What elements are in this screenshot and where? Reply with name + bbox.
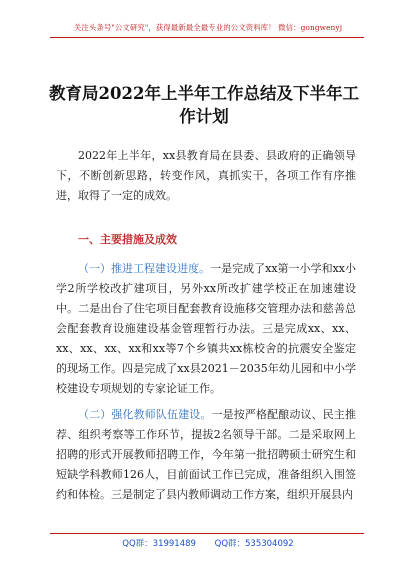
item1-heading: （一）推进工程建设进度。	[78, 262, 211, 275]
intro-paragraph: 2022年上半年，xx县教育局在县委、县政府的正确领导下，不断创新思路，转变作风，真抓实干，各项工作有序推进，取得了一定的成效。	[56, 149, 356, 202]
footer-divider	[50, 533, 364, 534]
footer	[52, 537, 364, 549]
footer-qq-group-1: QQ群：31991489	[122, 539, 196, 549]
item2-paragraph	[56, 405, 356, 505]
item2-text: 一是按严格配酿动议、民主推荐、组织考察等工作环节，提拔2名领导干部。二是采取网上招聘的形式开展教师招聘工作，今年第一批招聘硕士研究生和短缺学科教师126人，目前面试工作已完成，准备组织入围签约和体检。三是制定了县内教师调动工作方案，组织开展县内	[56, 408, 356, 501]
document-title: 教育局2022年上半年工作总结及下半年工作计划	[49, 84, 359, 126]
item1-text: 一是完成了xx第一小学和xx小学2所学校改扩建项目，另外xx所改扩建学校正在加速建设中。二是出台了住宅项目配套教育设施移交管理办法和慈善总会配套教育设施建设基金管理暂行办法。三是完成xx、xx、xx、xx、xx、xx和xx等7个乡镇共xx栋校舍的抗震安全鉴定的现场工作。四是完成了xx县2021－2035年幼儿园和中小学校建设专项规划的专家论证工作。	[56, 262, 356, 395]
header-divider	[50, 37, 364, 38]
item1-paragraph	[56, 259, 356, 399]
item2-heading: （二）强化教师队伍建设。	[78, 408, 212, 421]
section-heading: 一、主要措施及成效	[78, 233, 177, 246]
footer-qq-group-2: QQ群：535304092	[214, 539, 294, 549]
header-banner: 关注头条号"公文研究"，获得最新最全最专业的公文资料库！ 微信：gongwenyj	[73, 23, 343, 32]
